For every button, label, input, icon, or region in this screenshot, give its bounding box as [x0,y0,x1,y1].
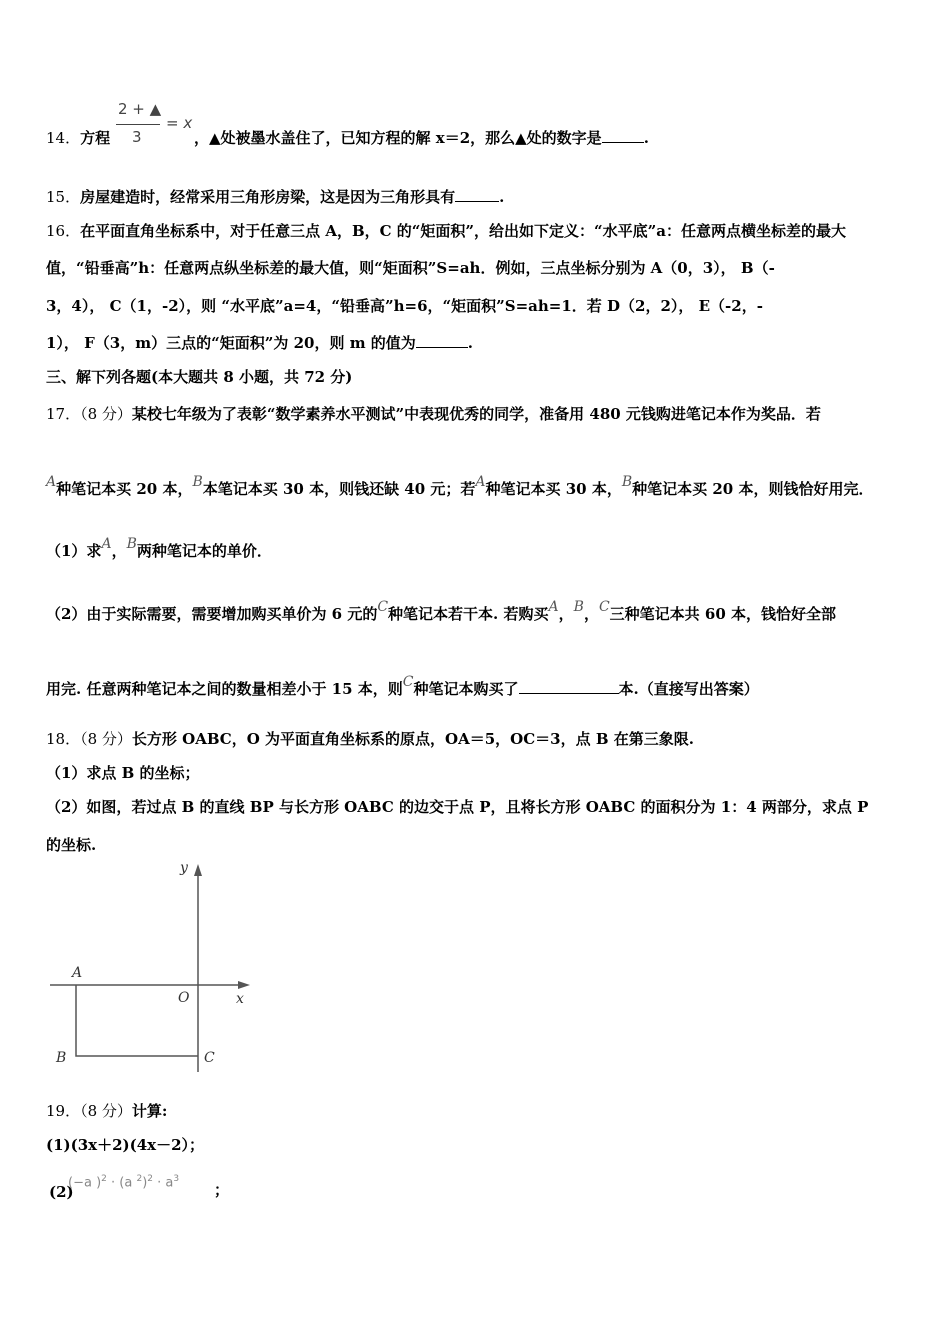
expr-part-c: ) [142,1175,148,1191]
q16-text-4: 1）， F（3，m）三点的“矩面积”为 20，则 m 的值为 [46,334,416,352]
q16-line2 [46,258,775,278]
section-3-heading [46,367,352,387]
q17-p2-b: 种笔记本若干本. 若购买 [388,605,549,623]
q17-part2 [46,599,836,625]
q18-p2b: 的坐标. [46,836,97,854]
q19-part1 [46,1135,204,1155]
q16-line1 [46,221,846,241]
q14-text-line [194,128,649,148]
q17-line1 [46,404,821,424]
q16-line3 [46,296,763,316]
q17-p1-c: 两种笔记本的单价． [136,542,272,560]
q15-text: 房屋建造时，经常采用三角形房梁，这是因为三角形具有 [80,188,456,206]
q14-end: . [643,129,649,147]
expr-part-a: (−a ) [68,1175,102,1191]
q18-part2-cont [46,835,96,855]
q17-part1 [46,536,272,562]
coordinate-figure [46,860,256,1080]
q19-p2-expression [68,1174,179,1190]
q19-p2-end: ； [214,1181,230,1199]
label-y: y [180,860,188,876]
label-o: O [178,990,190,1006]
q15-line [46,187,504,207]
q17-text-2a: 种笔记本买 20 本， [56,480,193,498]
q17-text-1: 某校七年级为了表彰“数学素养水平测试”中表现优秀的同学，准备用 480 元钱购进笔记本作为奖品．若 [131,405,821,423]
q17-p2-e: 三种笔记本共 60 本，钱恰好全部 [609,605,836,623]
q18-line1 [46,729,694,749]
label-a: A [72,965,83,981]
var-a: A [101,536,112,552]
label-x: x [236,991,244,1007]
exponent-2: 2 [136,1174,143,1184]
q14-line [46,128,110,148]
q17-blank [519,679,619,694]
q19-number: 19． [46,1102,81,1120]
q17-line2 [46,474,874,500]
q17-p3-c: 本.（直接写出答案） [618,680,759,698]
q17-number: 17． [46,405,81,423]
q14-label: 方程 [80,129,111,147]
q14-number: 14． [46,129,81,147]
exponent-3: 2 [147,1174,153,1184]
q18-p1: （1）求点 B 的坐标； [46,764,200,782]
q16-text-1: 在平面直角坐标系中，对于任意三点 A，B，C 的“矩面积”，给出如下定义：“水平底”a：任意两点横坐标差的最大 [80,222,847,240]
exponent-4: 3 [173,1174,180,1184]
var-b: B [621,474,633,490]
q19-part2-end [214,1180,229,1200]
q17-p2-c: ， [558,605,574,623]
var-b: B [573,599,584,615]
q16-number: 16． [46,222,81,240]
q14-frac-den: 3 [132,128,142,146]
q17-p2-d: ， [583,605,599,623]
q19-line1 [46,1101,167,1121]
q19-p2-label: (2) [49,1183,74,1201]
q15-end: . [499,188,505,206]
q15-number: 15． [46,188,81,206]
fraction-bar [116,124,160,125]
q18-part1 [46,763,200,783]
q17-p3-a: 用完. 任意两种笔记本之间的数量相差小于 15 本，则 [46,680,403,698]
var-b: B [126,536,137,552]
q18-part2 [46,797,868,817]
q19-p1: (1)(3x＋2)(4x－2）； [46,1136,205,1154]
label-c: C [204,1050,215,1066]
q18-number: 18． [46,730,81,748]
q14-frac-top: 2 + ▲ [118,100,162,118]
q17-score: （8 分） [80,405,132,423]
var-a: A [46,474,57,490]
q17-p1-a: （1）求 [46,542,102,560]
q17-text-2d: 种笔记本买 20 本，则钱恰好用完． [632,480,874,498]
q18-text-1: 长方形 OABC，O 为平面直角坐标系的原点，OA＝5，OC＝3，点 B 在第三象限. [131,730,694,748]
q14-frac-rhs: = x [166,114,193,132]
exponent-1: 2 [101,1174,107,1184]
q14-blank [602,128,644,143]
var-b: B [192,474,203,490]
q17-part2-cont [46,674,759,700]
q14-text: ，▲处被墨水盖住了，已知方程的解 x＝2，那么▲处的数字是 [194,129,602,147]
q18-score: （8 分） [80,730,132,748]
expr-part-b: · (a [106,1175,137,1191]
var-a: A [475,474,486,490]
q14-equation [114,100,194,150]
expr-part-d: · a [153,1175,174,1191]
q19-title: 计算: [131,1102,168,1120]
label-b: B [56,1050,67,1066]
q17-p2-a: （2）由于实际需要，需要增加购买单价为 6 元的 [46,605,378,623]
q19-score: （8 分） [80,1102,132,1120]
q17-text-2c: 种笔记本买 30 本， [485,480,622,498]
q15-blank [455,187,499,202]
q16-text-2: 值，“铅垂高”h：任意两点纵坐标差的最大值，则“矩面积”S=ah．例如，三点坐标分别为 A（0，3）， B（- [46,259,775,277]
var-a: A [548,599,559,615]
q16-blank [416,333,468,348]
q17-text-2b: 本笔记本买 30 本，则钱还缺 40 元；若 [202,480,476,498]
q16-text-3: 3，4）， C（1，-2），则 “水平底”a=4，“铅垂高”h=6，“矩面积”S=ah=1．若 D（2，2）， E（-2，- [46,297,763,315]
var-c: C [377,599,389,615]
q17-p3-b: 种笔记本购买了 [413,680,519,698]
section-3-title: 三、解下列各题(本大题共 8 小题，共 72 分) [46,368,353,386]
q17-p1-b: ， [111,542,127,560]
q16-end: . [467,334,474,352]
var-c: C [402,674,414,690]
q18-p2: （2）如图，若过点 B 的直线 BP 与长方形 OABC 的边交于点 P，且将长方形 OABC 的面积分为 1：4 两部分，求点 P [46,798,869,816]
q16-line4 [46,333,473,353]
var-c: C [598,599,610,615]
